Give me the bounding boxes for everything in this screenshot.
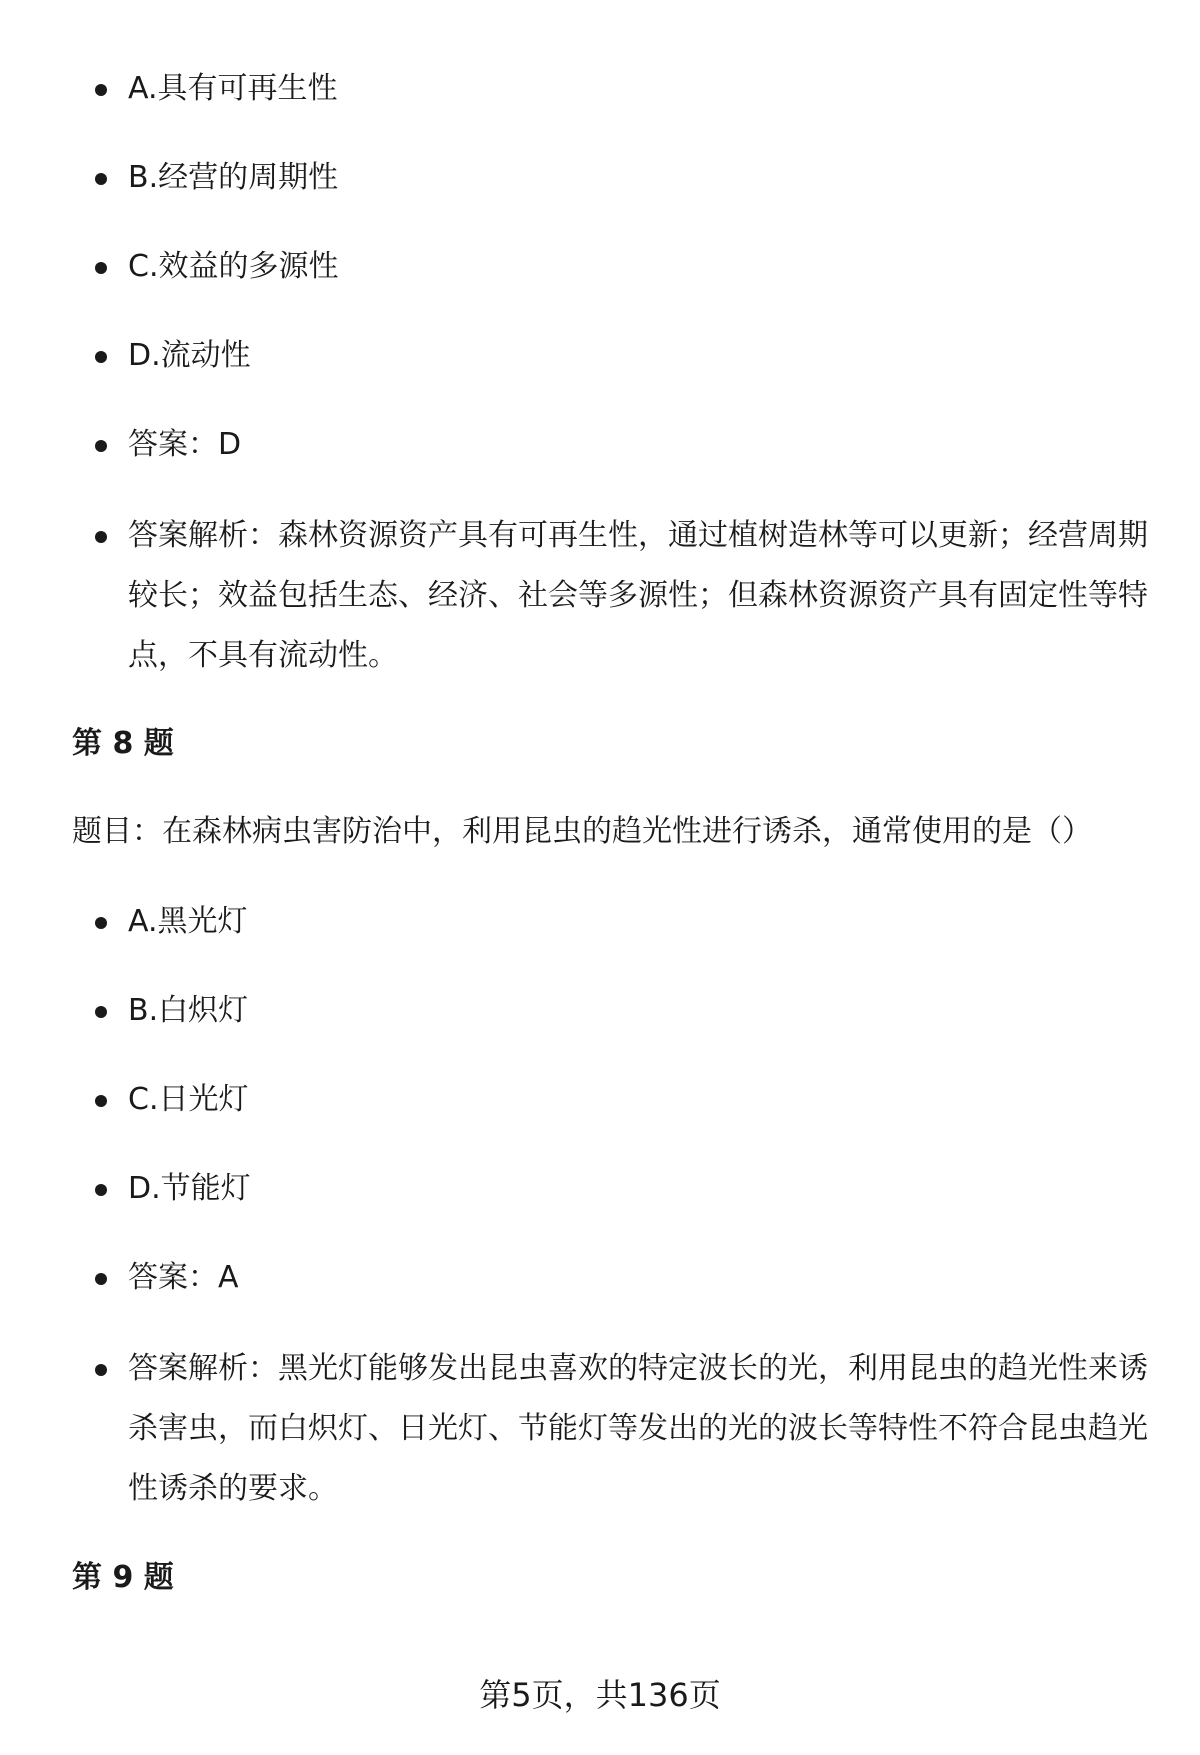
- q7-option-b: [128, 148, 1148, 208]
- option-text: D.节能灯: [128, 1171, 251, 1206]
- bullet-icon: [95, 173, 107, 185]
- q7-answer: [128, 415, 1148, 475]
- answer-text: 答案：D: [128, 427, 242, 462]
- option-text: B.经营的周期性: [128, 160, 339, 195]
- q7-explanation: [128, 506, 1148, 686]
- q8-option-d: [128, 1159, 1148, 1219]
- q8-explanation: [128, 1339, 1148, 1519]
- bullet-icon: [95, 1364, 107, 1376]
- q8-answer: [128, 1248, 1148, 1308]
- option-text: C.效益的多源性: [128, 249, 339, 284]
- q9-heading: 第 9 题: [72, 1560, 174, 1595]
- option-text: D.流动性: [128, 338, 251, 373]
- bullet-icon: [95, 1006, 107, 1018]
- q7-option-d: [128, 326, 1148, 386]
- bullet-icon: [95, 917, 107, 929]
- bullet-icon: [95, 531, 107, 543]
- option-text: A.具有可再生性: [128, 71, 338, 106]
- bullet-icon: [95, 262, 107, 274]
- q8-option-c: [128, 1070, 1148, 1130]
- option-text: B.白炽灯: [128, 993, 249, 1028]
- q7-option-c: [128, 237, 1148, 297]
- q8-question: 题目：在森林病虫害防治中，利用昆虫的趋光性进行诱杀，通常使用的是（）: [72, 814, 1092, 849]
- bullet-icon: [95, 1095, 107, 1107]
- q8-option-a: [128, 892, 1148, 952]
- answer-text: 答案：A: [128, 1260, 239, 1295]
- explanation-text: 答案解析：黑光灯能够发出昆虫喜欢的特定波长的光，利用昆虫的趋光性来诱杀害虫，而白炽灯、日光灯、节能灯等发出的光的波长等特性不符合昆虫趋光性诱杀的要求。: [128, 1351, 1148, 1506]
- bullet-icon: [95, 1184, 107, 1196]
- option-text: A.黑光灯: [128, 904, 248, 939]
- explanation-text: 答案解析：森林资源资产具有可再生性，通过植树造林等可以更新；经营周期较长；效益包括生态、经济、社会等多源性；但森林资源资产具有固定性等特点，不具有流动性。: [128, 518, 1148, 673]
- page-number-footer: 第5页，共136页: [479, 1676, 721, 1714]
- bullet-icon: [95, 440, 107, 452]
- bullet-icon: [95, 84, 107, 96]
- q8-option-b: [128, 981, 1148, 1041]
- option-text: C.日光灯: [128, 1082, 249, 1117]
- q8-heading: 第 8 题: [72, 726, 174, 761]
- bullet-icon: [95, 1273, 107, 1285]
- bullet-icon: [95, 351, 107, 363]
- q7-option-a: [128, 59, 1148, 119]
